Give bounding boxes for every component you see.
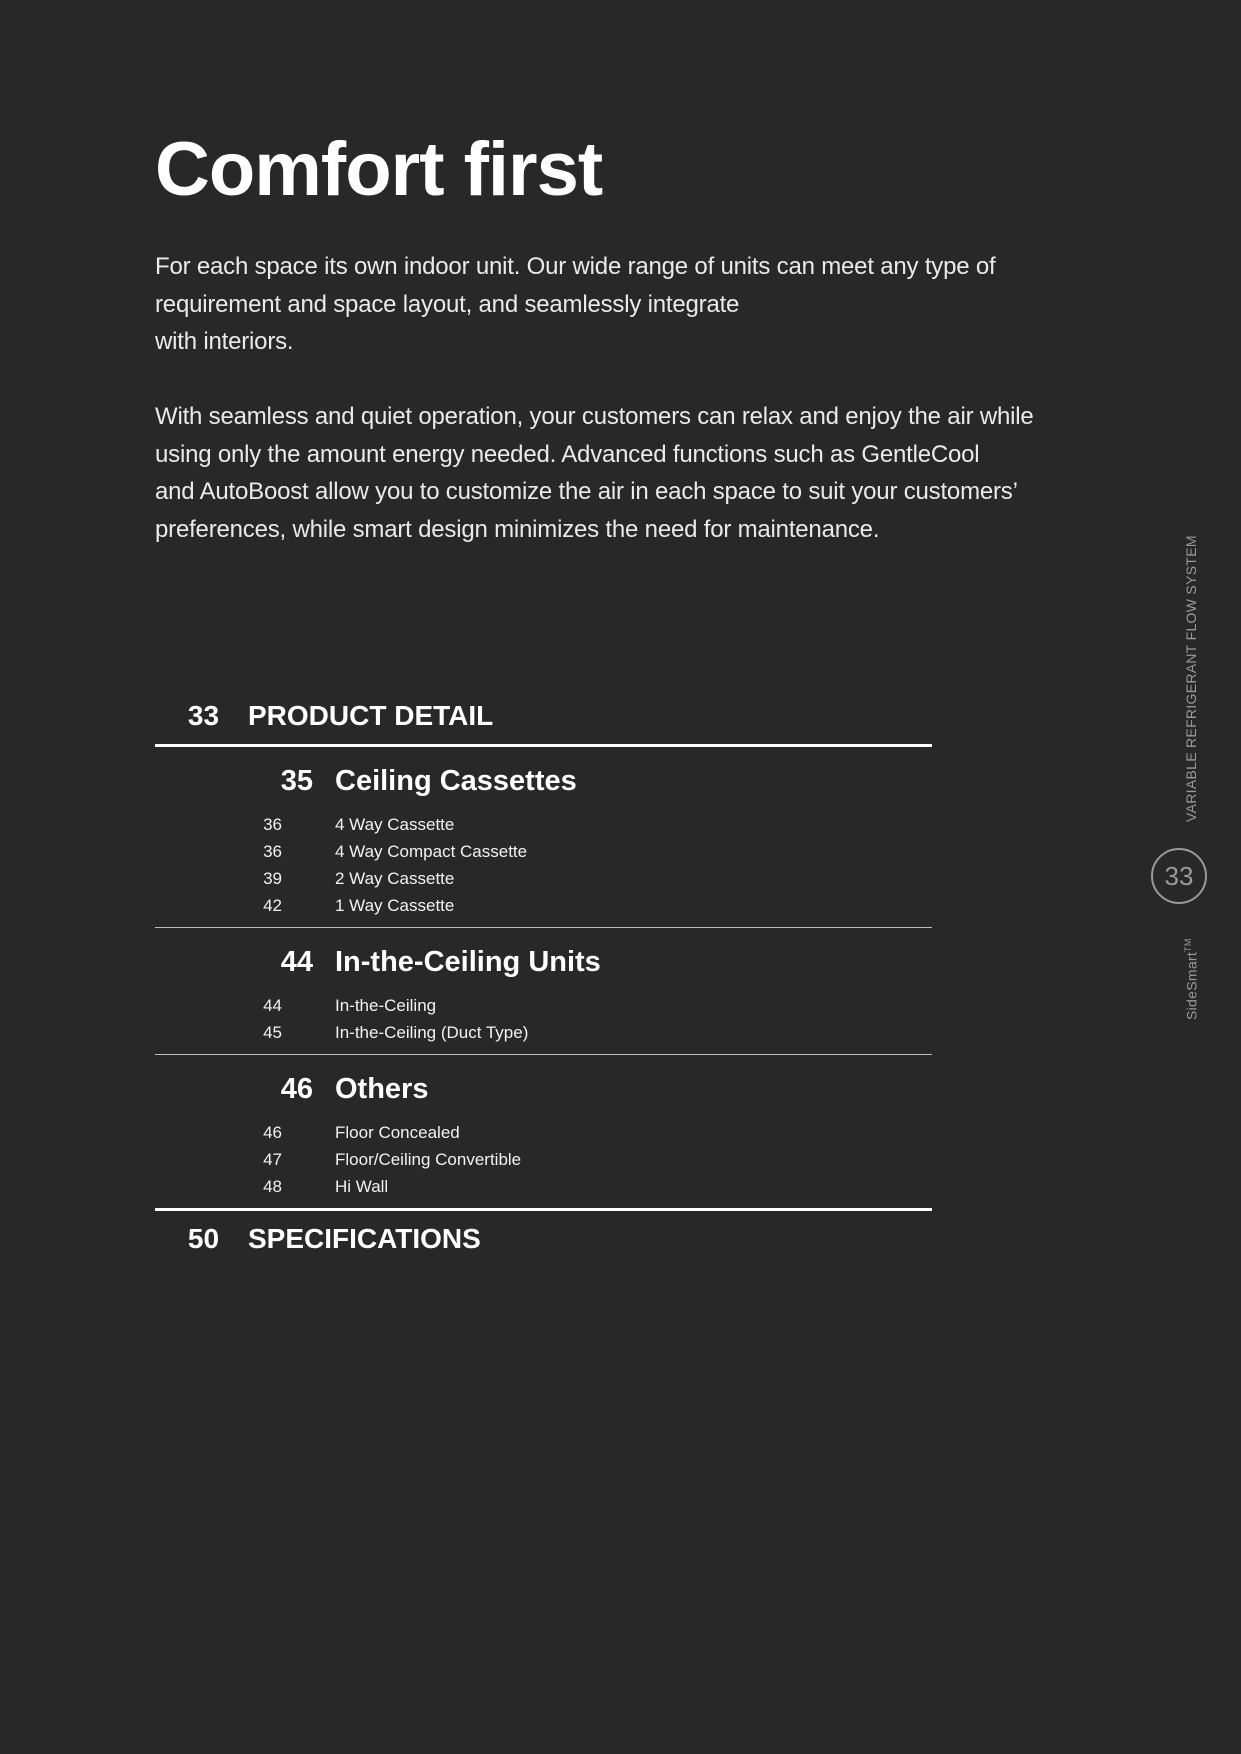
toc-item[interactable] [155, 1019, 932, 1046]
intro-paragraph-2 [155, 398, 1085, 548]
toc-item-label: 2 Way Cassette [335, 868, 455, 888]
toc-group-label: In-the-Ceiling Units [335, 945, 601, 978]
intro-line: preferences, while smart design minimizes the need for maintenance. [155, 515, 880, 543]
toc-item[interactable] [155, 865, 932, 892]
toc-item-page: 48 [263, 1176, 282, 1196]
page-number-badge: 33 [1151, 848, 1207, 904]
toc-item-label: Hi Wall [335, 1176, 389, 1196]
toc-group-page: 35 [280, 764, 313, 797]
toc-item[interactable] [155, 1146, 932, 1173]
toc-item[interactable] [155, 1119, 932, 1146]
toc-item-page: 36 [263, 841, 282, 861]
intro-line: For each space its own indoor unit. Our wide range of units can meet any type of [155, 253, 996, 280]
toc-item-page: 42 [263, 895, 282, 915]
toc-group-page: 44 [280, 945, 313, 978]
toc-section-page: 33 [187, 700, 220, 731]
toc-item-label: In-the-Ceiling [335, 995, 437, 1015]
page-title: Comfort first [155, 127, 603, 212]
toc-item-page: 47 [263, 1149, 282, 1169]
toc-item-page: 44 [263, 995, 282, 1015]
toc-item-page: 46 [263, 1122, 282, 1142]
toc-item-label: 1 Way Cassette [335, 895, 455, 915]
toc-group-in-the-ceiling-units [155, 928, 932, 1054]
intro-line: With seamless and quiet operation, your customers can relax and enjoy the air while [155, 403, 1034, 430]
toc-group-heading[interactable] [155, 759, 932, 803]
toc-item-page: 45 [263, 1022, 282, 1042]
side-brand-name: SideSmart [1183, 951, 1200, 1020]
toc-item-page: 36 [263, 814, 282, 834]
intro-line: requirement and space layout, and seamlessly integrate [155, 290, 740, 318]
toc-section-product-detail[interactable] [155, 688, 932, 744]
toc-section-page: 50 [187, 1223, 220, 1254]
toc-item[interactable] [155, 811, 932, 838]
toc-item-label: 4 Way Compact Cassette [335, 841, 528, 861]
toc-item[interactable] [155, 892, 932, 919]
toc-item-page: 39 [263, 868, 282, 888]
toc-group-label: Others [335, 1072, 429, 1105]
toc-item-label: In-the-Ceiling (Duct Type) [335, 1022, 529, 1042]
toc-section-label: PRODUCT DETAIL [248, 700, 494, 731]
toc-group-ceiling-cassettes [155, 747, 932, 927]
toc-group-page: 46 [280, 1072, 313, 1105]
toc-item[interactable] [155, 838, 932, 865]
toc-item[interactable] [155, 992, 932, 1019]
toc-group-others [155, 1055, 932, 1208]
intro-line: and AutoBoost allow you to customize the air in each space to suit your customers’ [155, 478, 1018, 505]
toc-item-label: Floor/Ceiling Convertible [335, 1149, 522, 1169]
intro-line: using only the amount energy needed. Advanced functions such as GentleCool [155, 440, 980, 468]
toc-item-label: 4 Way Cassette [335, 814, 455, 834]
toc-section-label: SPECIFICATIONS [248, 1223, 481, 1254]
intro-text [155, 248, 1085, 548]
trademark-mark: TM [1183, 938, 1193, 952]
toc-item-label: Floor Concealed [335, 1122, 460, 1142]
toc-section-specifications[interactable] [155, 1211, 932, 1267]
toc-group-heading[interactable] [155, 940, 932, 984]
toc-item[interactable] [155, 1173, 932, 1200]
intro-paragraph-1 [155, 248, 1085, 361]
toc-group-heading[interactable] [155, 1067, 932, 1111]
table-of-contents [155, 688, 932, 1267]
intro-line: with interiors. [155, 328, 294, 355]
toc-group-label: Ceiling Cassettes [335, 764, 577, 797]
side-brand [1183, 938, 1200, 1020]
side-system-name: VARIABLE REFRIGERANT FLOW SYSTEM [1183, 535, 1199, 822]
